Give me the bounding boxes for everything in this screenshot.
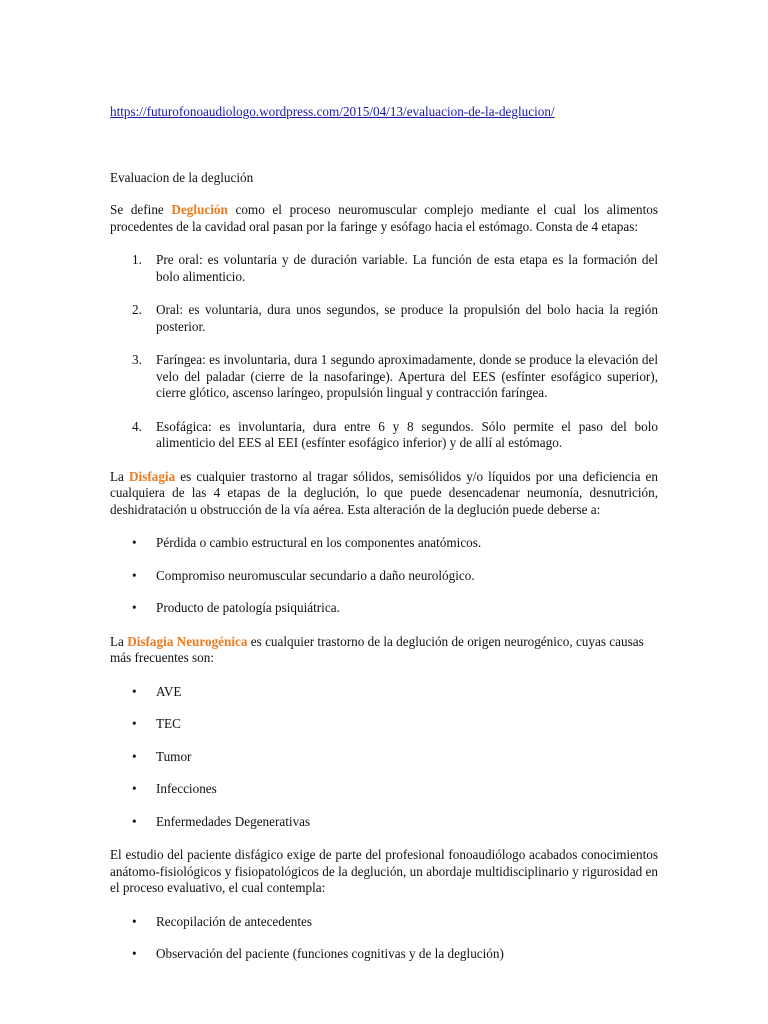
evaluation-steps-list [110, 914, 658, 963]
bullet-icon: • [132, 535, 137, 550]
stage-item [110, 352, 658, 402]
neurogenica-paragraph [110, 634, 658, 667]
list-item [110, 600, 658, 617]
list-item-text: Infecciones [156, 781, 217, 796]
document-title: Evaluacion de la deglución [110, 169, 254, 185]
bullet-icon: • [132, 913, 137, 929]
intro-text-end: como el proceso neuromuscular complejo mediante el cual los alimentos procedentes de la cavidad oral pasan por la faringe y esófago hacia el estómago. Consta de 4 etapas: [110, 202, 658, 234]
stage-number: 3. [132, 352, 142, 367]
list-item [110, 749, 658, 766]
list-item-text: Compromiso neuromuscular secundario a daño neurológico. [156, 567, 475, 583]
list-item-text: Pérdida o cambio estructural en los componentes anatómicos. [156, 535, 482, 550]
stage-number: 1. [132, 252, 142, 267]
disfagia-paragraph [110, 469, 658, 519]
disfagia-text-end: es cualquier trastorno al tragar sólidos, semisólidos y/o líquidos por una deficiencia en cualquiera de las 4 etapas de la deglución, lo que puede desencadenar neumonía, desnutrición, deshidratación u obstrucción de la vía aérea. Esta alteración de la deglución puede deberse a: [110, 468, 658, 517]
list-item-text: TEC [156, 716, 181, 731]
bullet-icon: • [132, 781, 137, 796]
document-body [110, 104, 658, 963]
bullet-icon: • [132, 716, 137, 731]
stage-item [110, 419, 658, 452]
list-item-text: Producto de patología psiquiátrica. [156, 600, 340, 615]
intro-paragraph [110, 202, 658, 235]
list-item [110, 716, 658, 733]
stage-item [110, 252, 658, 285]
intro-text-start: Se define [110, 202, 172, 217]
stage-text: Faríngea: es involuntaria, dura 1 segundo aproximadamente, donde se produce la elevación del velo del paladar (cierre de la nasofaringe). Apertura del EES (esfínter esofágico superior), cierre glótico, ascenso laríngeo, propulsión lingual y contracción faríngea. [156, 352, 658, 400]
list-item [110, 781, 658, 798]
term-disfagia-neurogenica: Disfagia Neurogénica [127, 633, 248, 649]
list-item-text: Tumor [156, 748, 192, 764]
stage-text: Oral: es voluntaria, dura unos segundos, se produce la propulsión del bolo hacia la región posterior. [156, 302, 658, 334]
stage-item [110, 302, 658, 335]
bullet-icon: • [132, 813, 137, 829]
stage-number: 4. [132, 418, 142, 434]
list-item [110, 814, 658, 831]
stage-text: Pre oral: es voluntaria y de duración variable. La función de esta etapa es la formación del bolo alimenticio. [156, 252, 658, 284]
bullet-icon: • [132, 946, 137, 961]
term-disfagia: Disfagia [129, 468, 176, 484]
neuro-causes-list [110, 684, 658, 831]
list-item [110, 535, 658, 552]
list-item-text: Enfermedades Degenerativas [156, 813, 311, 829]
causes-list [110, 535, 658, 617]
list-item [110, 946, 658, 963]
list-item-text: AVE [156, 683, 182, 699]
estudio-paragraph: El estudio del paciente disfágico exige de parte del profesional fonoaudiólogo acabados conocimientos anátomo-fisiológicos y fisiopatológicos de la deglución, un abordaje multidisciplinario y rigurosidad en el proceso evaluativo, el cual contempla: [110, 847, 658, 895]
list-item-text: Recopilación de antecedentes [156, 913, 312, 929]
bullet-icon: • [132, 600, 137, 615]
stage-text: Esofágica: es involuntaria, dura entre 6 y 8 segundos. Sólo permite el paso del bolo alimenticio del EES al EEI (esfínter esofágico inferior) y de allí al estómago. [156, 418, 658, 450]
bullet-icon: • [132, 683, 137, 699]
list-item [110, 684, 658, 701]
list-item [110, 914, 658, 931]
stage-number: 2. [132, 302, 142, 317]
neurogenica-text-start: La [110, 633, 128, 649]
source-link[interactable]: https://futurofonoaudiologo.wordpress.com/2015/04/13/evaluacion-de-la-deglucion/ [110, 104, 555, 119]
term-deglucion: Deglución [171, 202, 228, 217]
bullet-icon: • [132, 567, 137, 583]
neurogenica-text-end: es cualquier trastorno de la deglución de origen neurogénico, cuyas causas más frecuentes son: [110, 633, 644, 665]
bullet-icon: • [132, 748, 137, 764]
stages-list [110, 252, 658, 452]
disfagia-text-start: La [110, 468, 130, 484]
list-item-text: Observación del paciente (funciones cognitivas y de la deglución) [156, 946, 504, 961]
list-item [110, 568, 658, 585]
